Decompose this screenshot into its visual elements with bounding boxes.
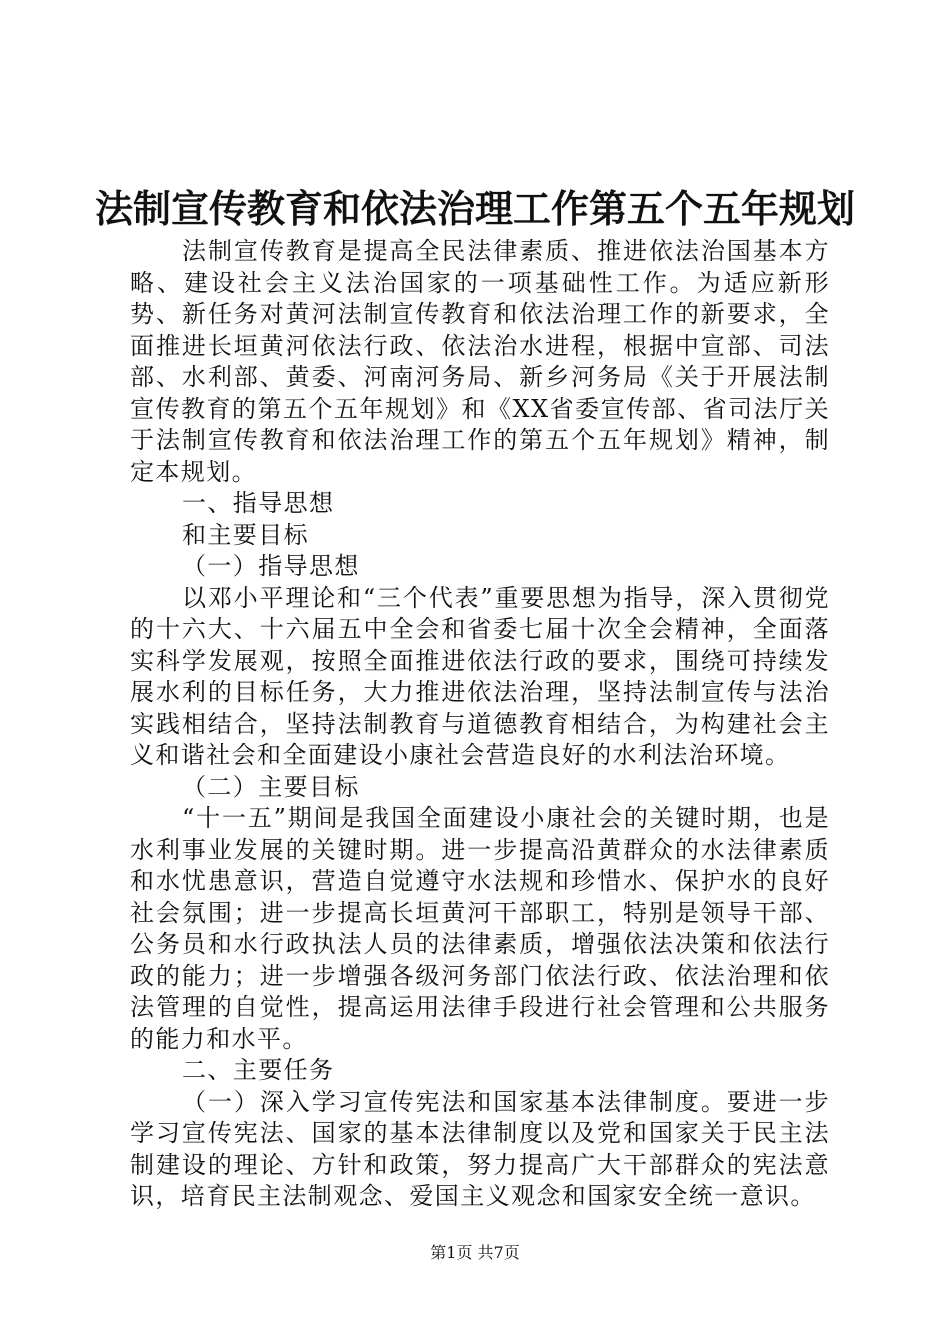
page-footer: 第1页 共7页 [430, 1243, 520, 1262]
section-heading-goals: 和主要目标 [182, 520, 309, 549]
goals-paragraph: “十一五”期间是我国全面建设小康社会的关键时期，也是水利事业发展的关键时期。进一步提高沿黄群众的水法律素质和水忧患意识，营造自觉遵守水法规和珍惜水、保护水的良好社会氛围；进一步提高长垣黄河干部职工，特别是领导干部、公务员和水行政执法人员的法律素质，增强依法决策和依法行政的能力；进一步增强各级河务部门依法行政、依法治理和依法管理的自觉性，提高运用法律手段进行社会管理和公共服务的能力和水平。 [130, 804, 830, 1053]
section-heading-guiding: 一、指导思想 [182, 489, 335, 517]
subsection-heading-goals: （二）主要目标 [182, 772, 360, 801]
tasks-paragraph: （一）深入学习宣传宪法和国家基本法律制度。要进一步学习宣传宪法、国家的基本法律制度以及党和国家关于民主法制建设的理论、方针和政策，努力提高广大干部群众的宪法意识，培育民主法制观念、爱国主义观念和国家安全统一意识。 [130, 1087, 830, 1210]
guiding-paragraph: 以邓小平理论和“三个代表”重要思想为指导，深入贯彻党的十六大、十六届五中全会和省委七届十次全会精神，全面落实科学发展观，按照全面推进依法行政的要求，围绕可持续发展水利的目标任务，大力推进依法治理，坚持法制宣传与法治实践相结合，坚持法制教育与道德教育相结合，为构建社会主义和谐社会和全面建设小康社会营造良好的水利法治环境。 [130, 583, 830, 769]
document-body [130, 236, 830, 1213]
document-title: 法制宣传教育和依法治理工作第五个五年规划 [94, 186, 855, 231]
section-heading-tasks: 二、主要任务 [182, 1056, 335, 1084]
intro-paragraph: 法制宣传教育是提高全民法律素质、推进依法治国基本方略、建设社会主义法治国家的一项基础性工作。为适应新形势、新任务对黄河法制宣传教育和依法治理工作的新要求，全面推进长垣黄河依法行政、依法治水进程，根据中宣部、司法部、水利部、黄委、河南河务局、新乡河务局《关于开展法制宣传教育的第五个五年规划》和《XX省委宣传部、省司法厅关于法制宣传教育和依法治理工作的第五个五年规划》精神，制定本规划。 [130, 237, 830, 486]
subsection-heading-guiding: （一）指导思想 [182, 552, 360, 580]
